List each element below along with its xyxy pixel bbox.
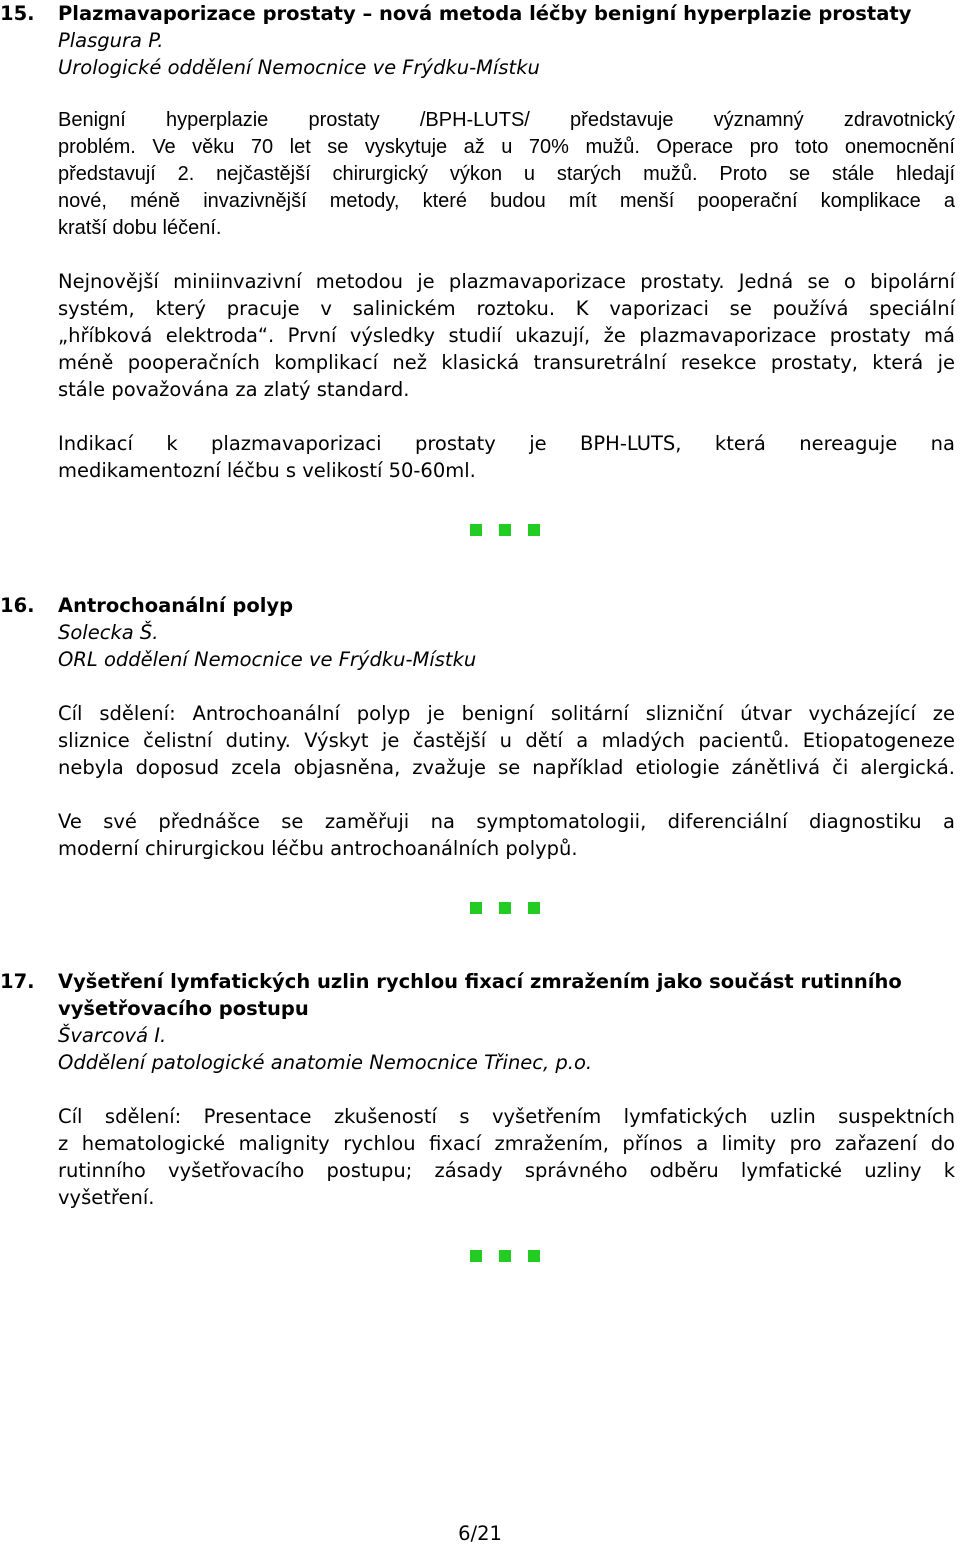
paragraph-line: Cíl sdělení: Presentace zkušeností s vyšetřením lymfatických uzlin suspektních bbox=[58, 1105, 955, 1128]
separator-square-icon bbox=[528, 1250, 540, 1262]
separator-square-icon bbox=[499, 1250, 511, 1262]
section-title: Vyšetření lymfatických uzlin rychlou fixací zmražením jako součást rutinního bbox=[58, 970, 902, 993]
separator-square-icon bbox=[470, 524, 482, 536]
paragraph-line: Benigní hyperplazie prostaty /BPH-LUTS/ představuje významný zdravotnický bbox=[58, 109, 955, 131]
section-institution: Urologické oddělení Nemocnice ve Frýdku-Místku bbox=[58, 56, 540, 79]
paragraph-line: systém, který pracuje v salinickém roztoku. K vaporizaci se používá speciální bbox=[58, 297, 955, 320]
paragraph-line: rutinního vyšetřovacího postupu; zásady správného odběru lymfatické uzliny k bbox=[58, 1159, 955, 1182]
paragraph-line: nové, méně invazivnější metody, které budou mít menší pooperační komplikace a bbox=[58, 190, 955, 212]
separator-square-icon bbox=[499, 524, 511, 536]
section-author: Solecka Š. bbox=[58, 621, 159, 644]
section-author: Švarcová I. bbox=[58, 1024, 167, 1047]
paragraph-line: Ve své přednášce se zaměřuji na symptomatologii, diferenciální diagnostiku a bbox=[58, 810, 955, 833]
paragraph-line: Nejnovější miniinvazivní metodou je plazmavaporizace prostaty. Jedná se o bipolární bbox=[58, 270, 955, 293]
paragraph-line: nebyla doposud zcela objasněna, zvažuje se například etiologie zánětlivá či alergická. bbox=[58, 756, 955, 779]
section-title: Antrochoanální polyp bbox=[58, 594, 294, 617]
paragraph-line: kratší dobu léčení. bbox=[58, 217, 222, 239]
separator-square-icon bbox=[528, 902, 540, 914]
section-separator bbox=[470, 524, 540, 536]
section-institution: Oddělení patologické anatomie Nemocnice Třinec, p.o. bbox=[58, 1051, 593, 1074]
separator-square-icon bbox=[499, 902, 511, 914]
section-author: Plasgura P. bbox=[58, 29, 164, 52]
paragraph-line: medikamentozní léčbu s velikostí 50-60ml. bbox=[58, 459, 476, 482]
section-title: Plazmavaporizace prostaty – nová metoda léčby benigní hyperplazie prostaty bbox=[58, 2, 912, 25]
separator-square-icon bbox=[470, 902, 482, 914]
paragraph-line: představují 2. nejčastější chirurgický výkon u starých mužů. Proto se stále hledají bbox=[58, 163, 955, 185]
paragraph-line: Cíl sdělení: Antrochoanální polyp je benigní solitární slizniční útvar vycházející ze bbox=[58, 702, 955, 725]
section-number: 17. bbox=[0, 970, 35, 993]
section-title: vyšetřovacího postupu bbox=[58, 997, 309, 1020]
paragraph-line: stále považována za zlatý standard. bbox=[58, 378, 410, 401]
section-number: 15. bbox=[0, 2, 35, 25]
section-number: 16. bbox=[0, 594, 35, 617]
paragraph-line: moderní chirurgickou léčbu antrochoanálních polypů. bbox=[58, 837, 578, 860]
paragraph-line: „hříbková elektroda“. První výsledky studií ukazují, že plazmavaporizace prostaty má bbox=[58, 324, 955, 347]
paragraph-line: z hematologické malignity rychlou fixací zmražením, přínos a limity pro zařazení do bbox=[58, 1132, 955, 1155]
page-number: 6/21 bbox=[458, 1522, 502, 1545]
section-institution: ORL oddělení Nemocnice ve Frýdku-Místku bbox=[58, 648, 477, 671]
paragraph-line: vyšetření. bbox=[58, 1186, 155, 1209]
paragraph-line: problém. Ve věku 70 let se vyskytuje až u 70% mužů. Operace pro toto onemocnění bbox=[58, 136, 955, 158]
paragraph-line: Indikací k plazmavaporizaci prostaty je BPH-LUTS, která nereaguje na bbox=[58, 432, 955, 455]
paragraph-line: sliznice čelistní dutiny. Výskyt je častější u dětí a mladých pacientů. Etiopatogeneze bbox=[58, 729, 955, 752]
separator-square-icon bbox=[470, 1250, 482, 1262]
section-separator bbox=[470, 902, 540, 914]
paragraph-line: méně pooperačních komplikací než klasická transuretrální resekce prostaty, která je bbox=[58, 351, 955, 374]
separator-square-icon bbox=[528, 524, 540, 536]
section-separator bbox=[470, 1250, 540, 1262]
